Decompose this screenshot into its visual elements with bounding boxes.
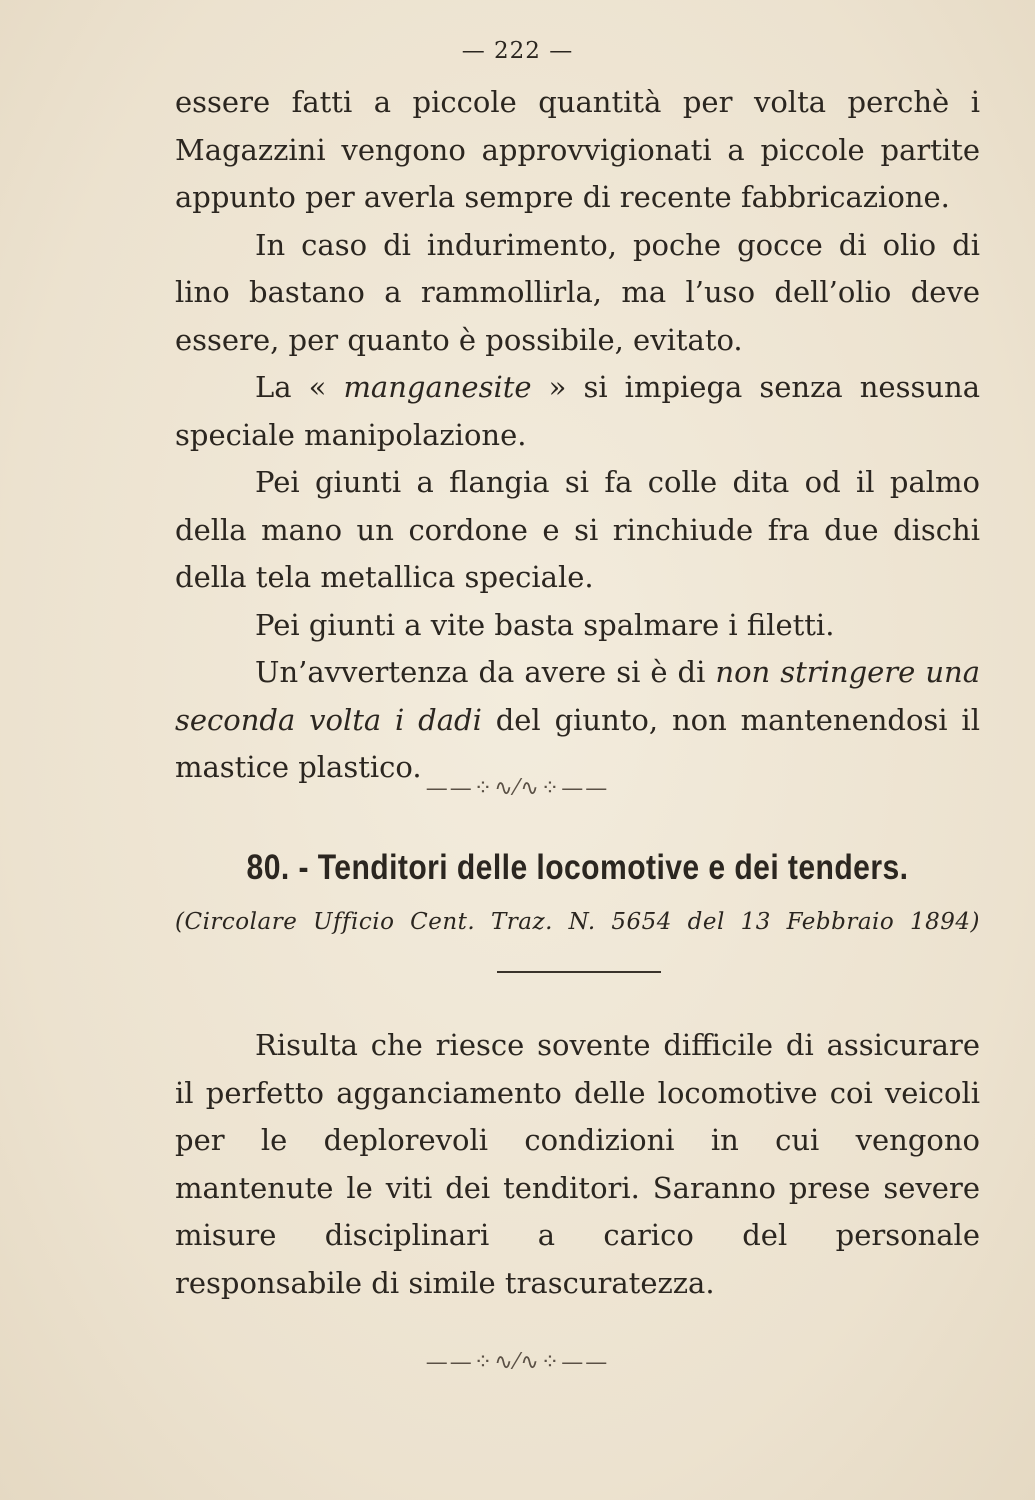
page-number: — 222 —: [461, 38, 574, 64]
paragraph: [175, 364, 980, 459]
text-segment: Pei giunti a vite basta spalmare i filetti.: [255, 607, 835, 642]
ornament-divider-2: ——⁘∿⁄∿⁘——: [425, 1350, 610, 1375]
section-heading: 80. - Tenditori delle locomotive e dei tenders.: [246, 848, 909, 887]
italic-text: manganesite: [343, 370, 532, 404]
text-segment: Pei giunti a flangia si fa colle dita od il palmo della mano un cordone e si rinchiude fra due dischi della tela metallica speciale.: [175, 465, 980, 594]
paragraph: [175, 1022, 980, 1307]
text-segment: » si impiega senza nessuna speciale manipolazione.: [175, 370, 980, 452]
text-segment: essere fatti a piccole quantità per volta perchè i Magazzini vengono approvvigionati a piccole partite appunto per averla sempre di recente fabbricazione.: [175, 85, 980, 214]
body-text-bottom: [175, 1022, 980, 1307]
text-segment: Risulta che riesce sovente difficile di assicurare il perfetto agganciamento delle locomotive coi veicoli per le deplorevoli condizioni in cui vengono mantenute le viti dei tenditori. Saranno prese severe misure disciplinari a carico del personale responsabile di simile trascuratezza.: [175, 1028, 980, 1300]
horizontal-rule: [497, 971, 661, 973]
body-text-top: [175, 79, 980, 792]
paragraph: [175, 79, 980, 222]
paragraph: [175, 459, 980, 602]
italic-text: non stringere una seconda volta i dadi: [175, 655, 980, 737]
text-segment: La «: [255, 370, 344, 404]
paragraph: [175, 602, 980, 650]
text-segment: del giunto, non mantenendosi il mastice plastico.: [175, 702, 980, 784]
paragraph: [175, 222, 980, 365]
section-subheading: (Circolare Ufficio Cent. Traz. N. 5654 del 13 Febbraio 1894): [175, 909, 980, 935]
text-segment: In caso di indurimento, poche gocce di olio di lino bastano a rammollirla, ma l’uso dell’olio deve essere, per quanto è possibile, evitato.: [175, 227, 980, 357]
text-segment: Un’avvertenza da avere si è di: [255, 655, 716, 689]
ornament-divider-1: ——⁘∿⁄∿⁘——: [425, 776, 610, 801]
paragraph: [175, 649, 980, 792]
